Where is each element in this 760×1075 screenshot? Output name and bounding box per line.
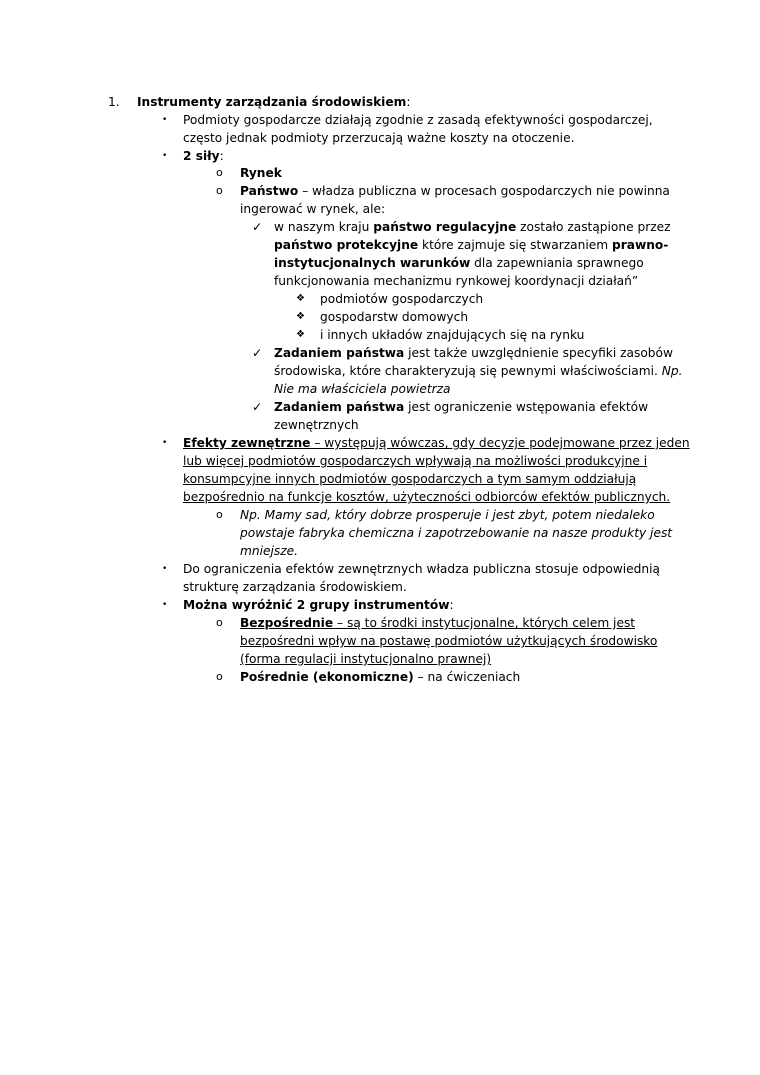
diamond-item: gospodarstw domowych <box>320 310 469 324</box>
check-icon: ✓ <box>252 220 263 234</box>
heading-colon: : <box>406 95 411 109</box>
bullet1-line1: Podmioty gospodarcze działają zgodnie z zasadą efektywności gospodarczej, <box>183 113 653 127</box>
bullet5-label: Można wyróżnić 2 grupy instrumentów <box>183 598 450 612</box>
bezposrednie-label: Bezpośrednie <box>240 616 334 630</box>
check3-text: jest ograniczenie wstępowania efektów <box>404 400 649 414</box>
posrednie-text: – na ćwiczeniach <box>413 670 521 684</box>
example-line1: Np. Mamy sad, który dobrze prosperuje i jest zbyt, potem niedaleko <box>240 508 655 522</box>
bullet5 <box>183 596 454 614</box>
check1-text-b: zostało zastąpione przez <box>516 220 671 234</box>
bezposrednie-text: – są to środki instytucjonalne, których celem jest <box>333 616 636 630</box>
rynek-item: Rynek <box>240 166 282 180</box>
check1-text-c: które zajmuje się stwarzaniem <box>418 238 612 252</box>
efekty-text: – występują wówczas, gdy decyzje podejmowane przez jeden <box>310 436 690 450</box>
diamond-icon: ❖ <box>296 329 305 340</box>
check1-line3 <box>274 254 644 272</box>
panstwo-line1 <box>240 182 670 200</box>
efekty-label: Efekty zewnętrzne <box>183 436 311 450</box>
posrednie-line <box>240 668 520 686</box>
bullet1-line2: często jednak podmioty przerzucają ważne koszty na otoczenie. <box>183 131 575 145</box>
bullet2 <box>183 147 224 165</box>
check2-text-b: środowiska, które charakteryzują się pewnymi właściwościami. <box>274 364 662 378</box>
efekty-line4: bezpośrednio na funkcje kosztów, użyteczności odbiorców efektów publicznych. <box>183 490 671 504</box>
check3-line1 <box>274 398 648 416</box>
check1-text-d: dla zapewniania sprawnego <box>470 256 644 270</box>
bullet2-label: 2 siły <box>183 149 220 163</box>
check1-bold-b: państwo protekcyjne <box>274 238 419 252</box>
circle-bullet-icon: o <box>216 166 223 179</box>
circle-bullet-icon: o <box>216 508 223 521</box>
example-line3: mniejsze. <box>240 544 298 558</box>
panstwo-text: – władza publiczna w procesach gospodarczych nie powinna <box>298 184 670 198</box>
panstwo-line2: ingerować w rynek, ale: <box>240 202 386 216</box>
check-icon: ✓ <box>252 346 263 360</box>
check-icon: ✓ <box>252 400 263 414</box>
check2-line1 <box>274 344 673 362</box>
efekty-line3: konsumpcyjne innych podmiotów gospodarczych a tym samym oddziałują <box>183 472 637 486</box>
heading-title: Instrumenty zarządzania środowiskiem <box>137 95 407 109</box>
panstwo-label: Państwo <box>240 184 299 198</box>
check2-text: jest także uwzględnienie specyfiki zasobów <box>404 346 673 360</box>
bullet-icon: • <box>162 600 168 610</box>
check3-bold: Zadaniem państwa <box>274 400 405 414</box>
check2-line2 <box>274 362 682 380</box>
heading <box>137 93 410 111</box>
circle-bullet-icon: o <box>216 184 223 197</box>
bullet-icon: • <box>162 151 168 161</box>
bullet-icon: • <box>162 115 168 125</box>
heading-number: 1. <box>108 95 120 109</box>
efekty-line1 <box>183 434 690 452</box>
check1-line4: funkcjonowania mechanizmu rynkowej koordynacji działań” <box>274 274 639 288</box>
diamond-icon: ❖ <box>296 311 305 322</box>
check1-bold-c: prawno- <box>611 238 669 252</box>
bullet4-line2: strukturę zarządzania środowiskiem. <box>183 580 407 594</box>
check1-bold-a: państwo regulacyjne <box>373 220 517 234</box>
check1-bold-d: instytucjonalnych warunków <box>274 256 471 270</box>
bezposrednie-line1 <box>240 614 635 632</box>
bullet-icon: • <box>162 564 168 574</box>
circle-bullet-icon: o <box>216 670 223 683</box>
check2-bold: Zadaniem państwa <box>274 346 405 360</box>
check3-line2: zewnętrznych <box>274 418 359 432</box>
bullet-icon: • <box>162 438 168 448</box>
bullet4-line1: Do ograniczenia efektów zewnętrznych władza publiczna stosuje odpowiednią <box>183 562 660 576</box>
bullet5-colon: : <box>449 598 454 612</box>
bezposrednie-line3: (forma regulacji instytucjonalno prawnej) <box>240 652 492 666</box>
check1-text-a: w naszym kraju <box>274 220 374 234</box>
check1-line2 <box>274 236 668 254</box>
check1-line1 <box>274 218 671 236</box>
example-line2: powstaje fabryka chemiczna i zapotrzebowanie na nasze produkty jest <box>240 526 673 540</box>
posrednie-label: Pośrednie (ekonomiczne) <box>240 670 414 684</box>
diamond-item: i innych układów znajdujących się na rynku <box>320 328 585 342</box>
efekty-line2: lub więcej podmiotów gospodarczych wpływają na możliwości produkcyjne i <box>183 454 648 468</box>
circle-bullet-icon: o <box>216 616 223 629</box>
bezposrednie-line2: bezpośredni wpływ na postawę podmiotów użytkujących środowisko <box>240 634 658 648</box>
check2-italic-a: Np. <box>661 364 683 378</box>
diamond-icon: ❖ <box>296 293 305 304</box>
diamond-item: podmiotów gospodarczych <box>320 292 484 306</box>
check2-line3: Nie ma właściciela powietrza <box>274 382 451 396</box>
bullet2-colon: : <box>219 149 224 163</box>
